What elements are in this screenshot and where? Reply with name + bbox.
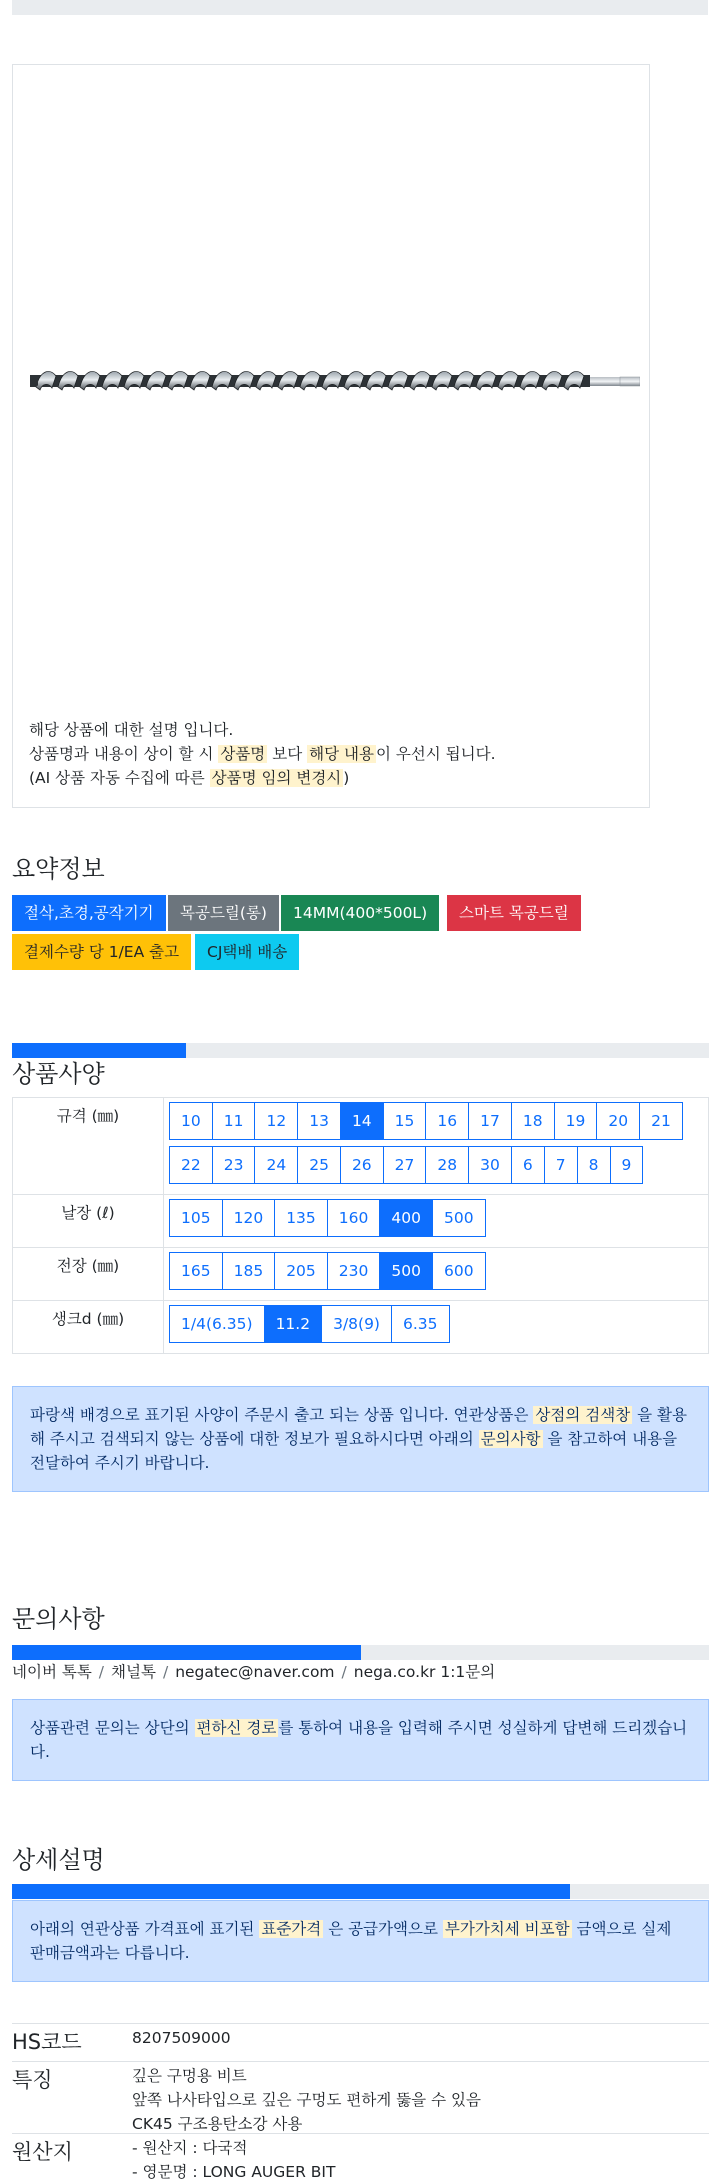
- alert-text: 은 공급가액으로: [328, 1920, 438, 1938]
- spec-option-button[interactable]: 18: [511, 1102, 555, 1140]
- spec-option-button[interactable]: 205: [274, 1252, 328, 1290]
- alert-text: 상품관련 문의는 상단의: [30, 1719, 190, 1737]
- spec-option-button[interactable]: 11: [212, 1102, 256, 1140]
- spec-option-button[interactable]: 500: [379, 1252, 433, 1290]
- spec-option-button[interactable]: 120: [222, 1199, 276, 1237]
- alert-highlight: 부가가치세 비포함: [444, 1920, 570, 1938]
- contact-breadcrumb: [12, 1660, 495, 1684]
- detail-info-line: 앞쪽 나사타입으로 깊은 구멍도 편하게 뚫을 수 있음: [132, 2091, 481, 2109]
- spec-option-button[interactable]: 6: [511, 1146, 545, 1184]
- badge-shipping-qty: 결제수량 당 1/EA 출고: [12, 934, 191, 970]
- drill-flute: [36, 371, 56, 390]
- drill-flute: [322, 371, 342, 390]
- spec-option-button[interactable]: 19: [554, 1102, 598, 1140]
- detail-info-key: 원산지: [12, 2140, 73, 2164]
- drill-flute: [278, 371, 298, 390]
- notice-text: 보다: [272, 745, 303, 763]
- drill-flute: [476, 371, 496, 390]
- spec-option-group: [164, 1098, 708, 1194]
- drill-flute: [212, 371, 232, 390]
- inquiry-title: 문의사항: [12, 1605, 105, 1633]
- spec-option-button[interactable]: 16: [425, 1102, 469, 1140]
- spec-option-button[interactable]: 30: [468, 1146, 512, 1184]
- drill-flute: [146, 371, 166, 390]
- drill-flute: [542, 371, 562, 390]
- badge-brand: 스마트 목공드릴: [447, 895, 581, 931]
- notice-highlight: 해당 내용: [309, 745, 374, 763]
- spec-option-button[interactable]: 185: [222, 1252, 276, 1290]
- spec-options-cell: [164, 1195, 709, 1248]
- spec-option-button[interactable]: 28: [425, 1146, 469, 1184]
- spec-option-button[interactable]: 22: [169, 1146, 213, 1184]
- contact-email[interactable]: negatec@naver.com: [175, 1663, 335, 1681]
- spec-label: 생크d (㎜): [13, 1301, 164, 1354]
- spec-progress-fill: [12, 1043, 186, 1058]
- spec-option-button[interactable]: 17: [468, 1102, 512, 1140]
- spec-option-button[interactable]: 9: [610, 1146, 644, 1184]
- spec-option-button[interactable]: 21: [639, 1102, 683, 1140]
- spec-option-button[interactable]: 3/8(9): [321, 1305, 392, 1343]
- notice-highlight: 상품명: [220, 745, 266, 763]
- spec-option-button[interactable]: 6.35: [391, 1305, 450, 1343]
- badge-category: 절삭,초경,공작기기: [12, 895, 166, 931]
- notice-text: 상품명과 내용이 상이 할 시: [29, 745, 214, 763]
- detail-info-row: [12, 2061, 709, 2134]
- detail-info-value: [132, 2136, 335, 2184]
- drill-flute: [80, 371, 100, 390]
- drill-flute: [168, 371, 188, 390]
- contact-separator: /: [341, 1663, 347, 1681]
- alert-text: 파랑색 배경으로 표기된 사양이 주문시 출고 되는 상품 입니다. 연관상품은: [30, 1406, 529, 1424]
- summary-title: 요약정보: [12, 855, 105, 883]
- drill-flute: [498, 371, 518, 390]
- spec-progress: [12, 1043, 709, 1058]
- spec-title: 상품사양: [12, 1060, 105, 1088]
- detail-info-line: 깊은 구멍용 비트: [132, 2067, 247, 2085]
- alert-text: 을 참고하여 내용을 전달하여 주시기 바랍니다.: [30, 1430, 678, 1472]
- spec-option-group: [164, 1248, 708, 1300]
- badge-subcategory: 목공드릴(롱): [168, 895, 279, 931]
- spec-option-button[interactable]: 15: [383, 1102, 427, 1140]
- spec-options-cell: [164, 1248, 709, 1301]
- spec-option-button[interactable]: 27: [383, 1146, 427, 1184]
- drill-flute: [410, 371, 430, 390]
- spec-option-button[interactable]: 23: [212, 1146, 256, 1184]
- spec-option-button[interactable]: 500: [432, 1199, 486, 1237]
- spec-option-button[interactable]: 14: [340, 1102, 384, 1140]
- spec-option-button[interactable]: 10: [169, 1102, 213, 1140]
- inquiry-progress-fill: [12, 1645, 361, 1660]
- detail-info-value: [132, 2026, 231, 2050]
- alert-text: 금액으로 실제 판매금액과는 다릅니다.: [30, 1920, 672, 1962]
- spec-option-button[interactable]: 105: [169, 1199, 223, 1237]
- notice-line-2: [29, 742, 649, 766]
- drill-flute: [58, 371, 78, 390]
- detail-info-row: [12, 2133, 709, 2181]
- spec-options-cell: [164, 1098, 709, 1195]
- detail-info-line: - 원산지 : 다국적: [132, 2139, 248, 2157]
- spec-option-group: [164, 1195, 708, 1247]
- detail-info-value: [132, 2064, 481, 2136]
- spec-option-button[interactable]: 1/4(6.35): [169, 1305, 265, 1343]
- spec-label: 전장 (㎜): [13, 1248, 164, 1301]
- detail-progress-fill: [12, 1884, 570, 1899]
- detail-info-key: 특징: [12, 2068, 53, 2092]
- inquiry-info-alert: [12, 1699, 709, 1781]
- spec-option-button[interactable]: 600: [432, 1252, 486, 1290]
- drill-flute: [454, 371, 474, 390]
- detail-title: 상세설명: [12, 1846, 105, 1874]
- alert-text: 을 활용해 주시고 검색되지 않는 상품에 대한 정보가 필요하시다면 아래의: [30, 1406, 687, 1448]
- alert-text: 를 통하여 내용을 입력해 주시면 성실하게 답변해 드리겠습니다.: [30, 1719, 688, 1761]
- spec-row: [13, 1248, 709, 1301]
- spec-table: [12, 1097, 709, 1354]
- spec-option-button[interactable]: 135: [274, 1199, 328, 1237]
- notice-text: ): [343, 769, 350, 787]
- notice-text: (AI 상품 자동 수집에 따른: [29, 769, 205, 787]
- spec-option-button[interactable]: 20: [596, 1102, 640, 1140]
- detail-info-line: - 영문명 : LONG AUGER BIT: [132, 2163, 336, 2181]
- auger-drill-bit-image: [30, 360, 640, 404]
- drill-flute: [366, 371, 386, 390]
- notice-line-3: [29, 766, 649, 790]
- contact-separator: /: [98, 1663, 105, 1681]
- inquiry-progress: [12, 1645, 709, 1660]
- contact-website-inquiry[interactable]: nega.co.kr 1:1문의: [353, 1663, 496, 1681]
- drill-flute: [124, 371, 144, 390]
- detail-info-line: 8207509000: [132, 2029, 231, 2047]
- spec-option-group: [164, 1301, 708, 1353]
- spec-option-button[interactable]: 13: [297, 1102, 341, 1140]
- spec-option-button[interactable]: 230: [327, 1252, 381, 1290]
- spec-options-cell: [164, 1301, 709, 1354]
- drill-flute: [256, 371, 276, 390]
- spec-row: [13, 1195, 709, 1248]
- spec-option-button[interactable]: 160: [327, 1199, 381, 1237]
- notice-highlight: 상품명 임의 변경시: [211, 769, 342, 787]
- spec-info-alert: [12, 1386, 709, 1492]
- detail-info-row: [12, 2023, 709, 2062]
- spec-option-button[interactable]: 12: [254, 1102, 298, 1140]
- drill-flute: [432, 371, 452, 390]
- drill-flute: [520, 371, 540, 390]
- alert-highlight: 상점의 검색창: [535, 1406, 631, 1424]
- drill-flute: [102, 371, 122, 390]
- notice-text: 이 우선시 됩니다.: [375, 745, 496, 763]
- drill-flute: [190, 371, 210, 390]
- drill-flute: [564, 371, 584, 390]
- spec-option-button[interactable]: 11.2: [264, 1305, 323, 1343]
- drill-flute: [344, 371, 364, 390]
- detail-info-alert: [12, 1900, 709, 1982]
- alert-text: 아래의 연관상품 가격표에 표기된: [30, 1920, 255, 1938]
- alert-highlight: 문의사항: [480, 1430, 541, 1448]
- spec-row: [13, 1301, 709, 1354]
- spec-option-button[interactable]: 165: [169, 1252, 223, 1290]
- spec-row: [13, 1098, 709, 1195]
- drill-flute: [388, 371, 408, 390]
- detail-info-key: HS코드: [12, 2030, 82, 2054]
- contact-naver-talk[interactable]: 네이버 톡톡: [12, 1663, 92, 1681]
- spec-option-button[interactable]: 8: [577, 1146, 611, 1184]
- spec-option-button[interactable]: 24: [254, 1146, 298, 1184]
- top-progress-bar: [12, 0, 708, 15]
- contact-separator: /: [162, 1663, 169, 1681]
- spec-label: 날장 (ℓ): [13, 1195, 164, 1248]
- spec-option-button[interactable]: 26: [340, 1146, 384, 1184]
- badge-courier: CJ택배 배송: [195, 934, 299, 970]
- product-notice: [29, 718, 649, 790]
- notice-line-1: 해당 상품에 대한 설명 입니다.: [29, 721, 234, 739]
- drill-flute: [300, 371, 320, 390]
- spec-option-button[interactable]: 7: [544, 1146, 578, 1184]
- product-image-panel: [12, 64, 650, 808]
- alert-highlight: 편하신 경로: [196, 1719, 277, 1737]
- spec-option-button[interactable]: 400: [379, 1199, 433, 1237]
- spec-option-button[interactable]: 25: [297, 1146, 341, 1184]
- badge-size: 14MM(400*500L): [281, 895, 439, 931]
- drill-flute: [234, 371, 254, 390]
- contact-channel-talk[interactable]: 채널톡: [111, 1663, 156, 1681]
- detail-info-line: CK45 구조용탄소강 사용: [132, 2115, 303, 2133]
- spec-label: 규격 (㎜): [13, 1098, 164, 1195]
- alert-highlight: 표준가격: [261, 1920, 322, 1938]
- detail-progress: [12, 1884, 709, 1899]
